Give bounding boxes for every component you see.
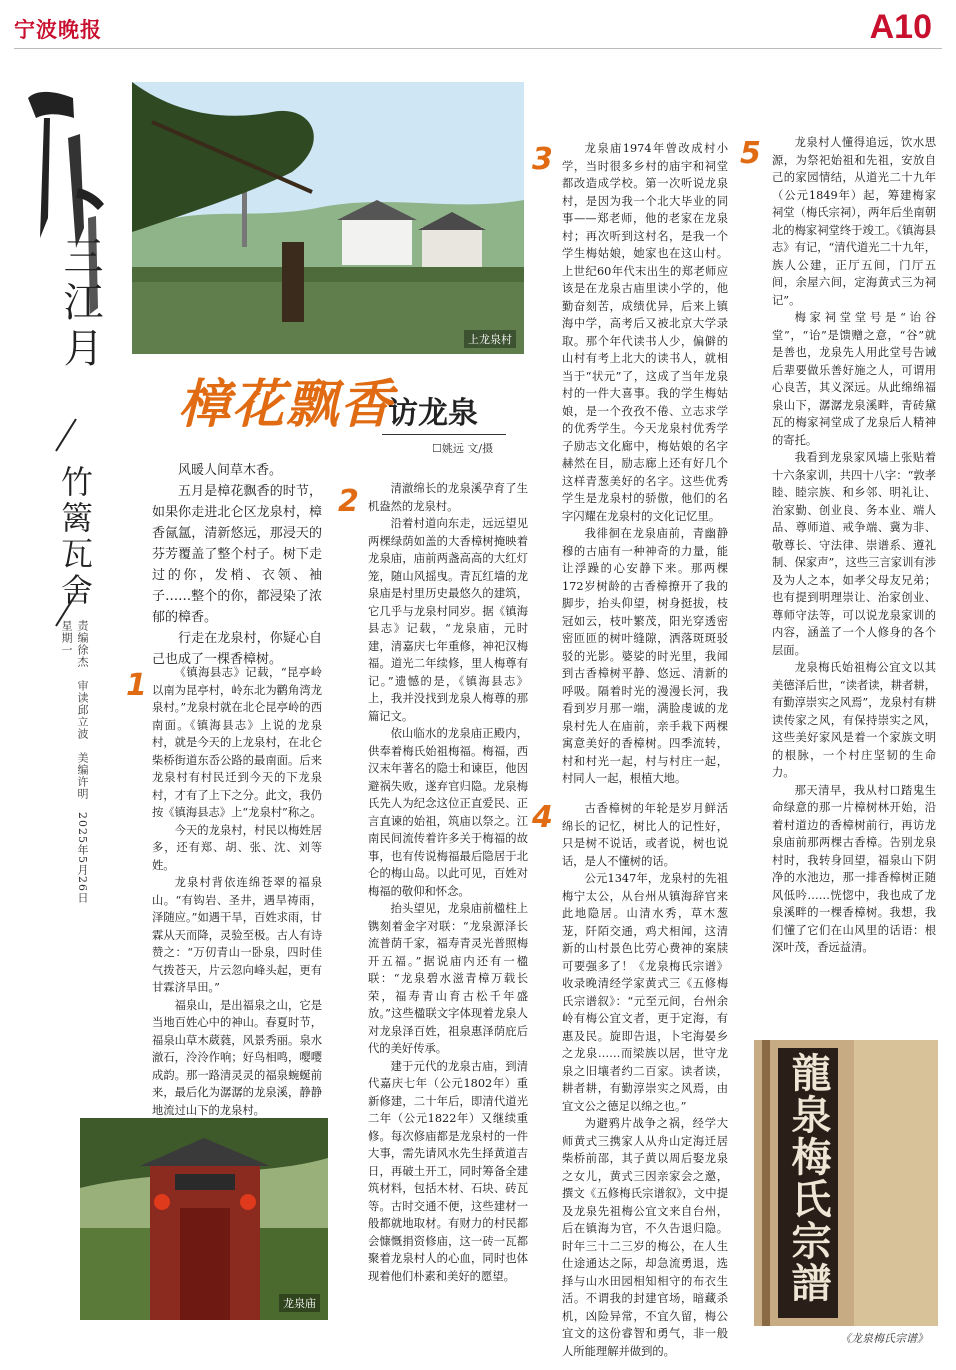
header-rule <box>14 48 942 49</box>
paragraph: 梅家祠堂堂号是“诒谷堂”，“诒”是馈赠之意，“谷”就是善也，龙泉先人用此堂号告诫后辈要做乐善好施之人，可谓用心良苦，其义深远。从此绵绵福泉山下，潺潺龙泉溪畔，青砖黛瓦的梅家祠堂成了龙泉后人精神的寄托。 <box>772 311 936 447</box>
page-number: A10 <box>869 8 932 46</box>
paragraph: 福泉山，是出福泉之山，它是当地百姓心中的神山。春夏时节，福泉山草木葳蕤，风景秀丽。泉水澈石，泠泠作响；好鸟相鸣，嘤嘤成韵。那一路清灵灵的福泉蜿蜒前来，最后化为潺潺的龙泉溪，静静地流过山下的龙泉村。 <box>152 998 322 1117</box>
paragraph: 龙泉庙1974年曾改成村小学，当时很多乡村的庙宇和祠堂都改造成学校。第一次听说龙泉村，是因为我一个北大毕业的同事——郑老师，他的老家在龙泉村；再次听到这村名，是我一个学生梅姑娘，她家也在这山村。上世纪60年代末出生的郑老师应该是在龙泉古庙里读小学的，他勤奋刻苦，成绩优异，后来上镇海中学，高考后又被北京大学录取。那个年代读书人少，偏僻的山村有考上北大的读书人，就相当于“状元”了，这成了当年龙泉村的一件大喜事。我的学生梅姑娘，是一个孜孜不倦、立志求学的优秀学生。今天龙泉村优秀学子励志文化廊中，梅姑娘的名字赫然在目，励志廊上还有好几个这样青葱美好的名字。这些优秀学生是龙泉村的骄傲，他们的名字闪耀在龙泉村的文化记忆里。 <box>562 142 728 523</box>
headline: 访龙泉 <box>388 396 478 431</box>
paragraph: 我看到龙泉家风墙上张贴着十六条家训，共四十八字：“敦孝睦、睦宗族、和乡邻、明礼让、治家勤、创业良、务本业、端人品、尊师道、戒争端、冀为非、敬尊长、守法律、崇谱系、遵礼制、保家声”，这些三言家训有涉及为人之本，如孝父母友兄弟；也有提到明理崇让、治家创业、尊师守法等，可以说龙泉家训的内容，涵盖了一个人修身的各个层面。 <box>772 451 936 657</box>
genealogy-photo <box>754 1040 938 1326</box>
section-number: 3 <box>532 142 553 177</box>
paragraph: 今天的龙泉村，村民以梅姓居多，还有郑、胡、张、沈、刘等姓。 <box>152 823 322 872</box>
paragraph: 建于元代的龙泉古庙，到清代嘉庆七年（公元1802年）重新修建，二十年后，即清代道光二年（公元1822年）又继续重修。每次修庙都是龙泉村的一件大事，需先请风水先生择黄道吉日，再破土开工，同时筹备全建筑材料，包括木材、石块、砖瓦等。古时交通不便，这些建材一般都就地取材。有财力的村民都会慷慨捐资修庙，这一砖一瓦都聚着龙泉村人的心血，同时也体现着他们朴素和美好的愿望。 <box>368 1059 528 1283</box>
section-number: 2 <box>338 484 359 519</box>
village-scene-image <box>132 82 524 354</box>
paragraph: 我徘徊在龙泉庙前，青幽静穆的古庙有一种神奇的力量，能让浮躁的心安静下来。那两棵172岁树龄的古香樟撩开了我的脚步，抬头仰望，树身挺拔，枝冠如云，枝叶繁茂，阳光穿透密密匝匝的树叶缝隙，洒落斑斑驳驳的光影。婆娑的时光里，我闻到古香樟树平静、悠远、清新的呼吸。隔着时光的漫漫长河，我看到岁月那一端，满脸虔诚的龙泉村先人在庙前，亲手栽下两棵寓意美好的香樟树。四季流转，村和村光一起，村与村庄一起，村同人一起，根植大地。 <box>562 527 728 785</box>
headline-rule <box>382 434 506 435</box>
section-1 <box>152 664 322 1119</box>
lead-paragraph: 五月是樟花飘香的时节，如果你走进北仑区龙泉村，樟香氤氲，清新悠远，那浸天的芬芳覆盖了整个村子。树下走过的你，发梢、衣领、袖子……整个的你，都浸染了浓郁的樟香。 <box>152 484 322 625</box>
lead-paragraph: 行走在龙泉村，你疑心自己也成了一棵香樟树。 <box>152 631 322 667</box>
temple-photo <box>80 1118 328 1320</box>
paper-masthead: 宁波晚报 <box>14 17 102 42</box>
paragraph: 《镇海县志》记载，“昆亭岭以南为昆亭村，岭东北为鹳角湾龙泉村。”龙泉村就在北仑昆亭岭的西南面。《镇海县志》上说的龙泉村，就是今天的上龙泉村，在北仑柴桥街道东岙公路的最南面。后来龙泉村有村民迁到今天的下龙泉村，才有了上下之分。此文，我仍按《镇海县志》上“龙泉村”称之。 <box>152 666 322 819</box>
paragraph: 公元1347年，龙泉村的先祖梅宁太公，从台州从镇海辞官来此地隐居。山清水秀，草木葱茏，阡陌交通，鸡犬相闻，这清新的山村景色比劳心费神的案牍可要强多了！《龙泉梅氏宗谱》收录晚清经学家黄式三《五修梅氏宗谱叙》：“元至元间，台州余岭有梅公宜文者，更于定海，有惠及民。旋即告退，卜宅海晏乡之龙泉……而梁族以居，世守龙泉之旧壤者约二百家。读者读，耕者耕，有勤淳崇实之风焉，由宜文公之德足以绵之也。” <box>562 872 728 1113</box>
paragraph: 清澈绵长的龙泉溪孕育了生机盎然的龙泉村。 <box>368 482 528 513</box>
section-3 <box>562 140 728 788</box>
temple-image <box>80 1118 328 1320</box>
section-2 <box>368 480 528 1285</box>
editor-credits: 责编徐杰 审读邱立波 美编许明 2025年5月26日 星期一 <box>60 620 89 916</box>
section-number: 4 <box>532 800 553 835</box>
paragraph: 为避鸦片战争之祸，经学大师黄式三携家人从舟山定海迁居柴桥前邵，其子黄以周后娶龙泉之女儿，黄式三因亲家会之邀，撰文《五修梅氏宗谱叙》，文中提及龙泉先祖梅公宜文来自台州，后在镇海为官，不久告退归隐。时年三十二三岁的梅公，在人生仕途通达之际，却急流勇退，选择与山水田园相知相守的布衣生活。不谓我的封建官场，暗藏杀机，凶险异常，不宜久留，梅公宜文的这份睿智和勇气，非一般人所能理解并做到的。 <box>562 1117 728 1358</box>
paragraph: 那天清早，我从村口踏鬼生命绿意的那一片樟树林开始，沿着村道边的香樟树前行，再访龙泉庙前那两棵古香樟。告别龙泉村时，我转身回望，福泉山下阴净的水池边，那一排香樟树正随风低吟……恍惚中，我也成了龙泉溪畔的一棵香樟树。我想，我们懂了它们在山风里的话语：根深叶茂，香远益清。 <box>772 783 936 954</box>
column-subtitle: 竹篱瓦舍 <box>56 465 94 609</box>
section-4 <box>562 800 728 1360</box>
lead-paragraphs <box>152 460 322 670</box>
paragraph: 依山临水的龙泉庙正殿内，供奉着梅氏始祖梅福。梅福，西汉末年著名的隐士和谏臣，他因避祸失败，遂弃官归隐。龙泉梅氏先人为纪念这位正直爱民、正言直谏的始祖，筑庙以祭之。江南民间流传着许多关于梅福的故事，也有传说梅福最后隐居于北仑的梅山岛。以此可见，百姓对梅福的敬仰和怀念。 <box>368 727 528 898</box>
paragraph: 古香樟树的年轮是岁月鲜活绵长的记忆，树比人的记性好，只是树不说话，或者说，树也说话，是人不懂树的话。 <box>562 802 728 868</box>
paragraph: 龙泉村人懂得追远，饮水思源，为祭祀始祖和先祖，安放自己的家园情结，从道光二十九年（公元1849年）起，筹建梅家祠堂（梅氏宗祠），两年后坐南朝北的梅家祠堂终于竣工。《镇海县志》有记，“清代道光二十九年，族人公建，正厅五间，门厅五间，余屋六间，定海黄式三为祠记”。 <box>772 136 936 307</box>
section-number: 5 <box>740 136 761 171</box>
village-photo <box>132 82 524 354</box>
byline: ☐姚远 文/摄 <box>432 442 494 455</box>
paragraph: 抬头望见，龙泉庙前楹柱上镌刻着金字对联：“龙泉源泽长流普荫千家，福寿青灵光普照梅开五福。”据说庙内还有一楹联：“龙泉碧水滋青樟万载长荣，福寿青山育古松千年盛放。”这些楹联文字体现着龙泉人对龙泉泽百姓，祖泉惠泽荫庇后代的美好传承。 <box>368 902 528 1055</box>
lead-paragraph: 风暖人间草木香。 <box>178 463 283 478</box>
genealogy-caption: 《龙泉梅氏宗谱》 <box>840 1332 928 1345</box>
column-title: 三江月 <box>57 235 103 373</box>
paragraph: 龙泉村背依连绵苍翠的福泉山。“有钩岩、圣井，遇旱祷雨，泽随应。”如遇干旱，百姓求雨，甘霖从天而降，灵验至极。古人有诗赞之：“万仞青山一卧泉，四时佳气拨苍天，片云忽向峰头起，更有甘霖济旱田。” <box>152 876 322 994</box>
slash-divider <box>46 415 86 455</box>
temple-photo-caption: 龙泉庙 <box>279 1294 320 1312</box>
headline-art: 樟花飘香 <box>178 374 395 435</box>
genealogy-book-title: 龍泉梅氏宗譜 <box>785 1052 832 1304</box>
section-5 <box>772 134 936 957</box>
paragraph: 沿着村道向东走，远远望见两棵绿荫如盖的大香樟树掩映着龙泉庙，庙前两盏高高的大红灯笼，随山风摇曳。青瓦红墙的龙泉庙是村里历史最悠久的建筑，它几乎与龙泉村同岁。据《镇海县志》记载，“龙泉庙，元时建，清嘉庆七年重修，神祀汉梅福。道光二年续修，里人梅尊有记。”遗憾的是，《镇海县志》上，我并没找到龙泉人梅尊的那篇记文。 <box>368 517 528 723</box>
section-number: 1 <box>126 668 147 703</box>
paragraph: 龙泉梅氏始祖梅公宜文以其美德泽后世，“读者读，耕者耕，有勤淳崇实之风焉”，龙泉村有耕读传家之风，有保持崇实之风，这些美好家风是着一个家族文明的根脉，一个村庄坚韧的生命力。 <box>772 661 936 779</box>
village-photo-caption: 上龙泉村 <box>464 330 516 348</box>
